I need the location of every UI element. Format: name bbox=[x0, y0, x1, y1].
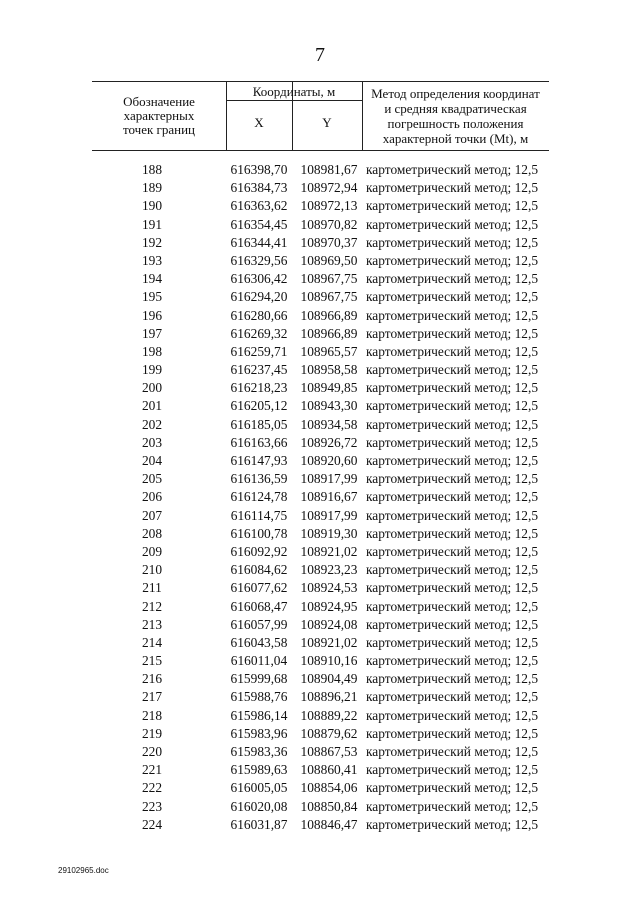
table-row bbox=[92, 397, 549, 415]
point-id: 209 bbox=[141, 543, 163, 559]
coord-y: 108966,89 bbox=[300, 325, 358, 341]
coord-x: 615989,63 bbox=[230, 762, 288, 778]
coord-x: 616011,04 bbox=[230, 653, 288, 669]
point-id: 205 bbox=[141, 471, 163, 487]
method-cell: картометрический метод; 12,5 bbox=[366, 598, 539, 614]
coord-y: 108867,53 bbox=[300, 744, 358, 759]
method-cell: картометрический метод; 12,5 bbox=[366, 562, 539, 578]
header-method: Метод определения координат и средняя квадратическая погрешность положения характерной точки (Mt), м bbox=[371, 86, 540, 146]
method-cell: картометрический метод; 12,5 bbox=[366, 453, 539, 468]
point-id: 217 bbox=[141, 689, 163, 705]
coord-x: 616294,20 bbox=[230, 289, 288, 305]
coord-y: 108889,22 bbox=[300, 707, 358, 723]
coord-x: 615983,36 bbox=[230, 744, 288, 759]
point-id: 188 bbox=[141, 162, 163, 177]
coord-y: 108846,47 bbox=[300, 816, 358, 832]
method-cell: картометрический метод; 12,5 bbox=[366, 289, 539, 305]
coord-x: 616136,59 bbox=[230, 471, 288, 487]
coord-y: 108972,13 bbox=[300, 198, 358, 214]
header-coordinates: Координаты, м bbox=[252, 84, 336, 99]
coord-y: 108910,16 bbox=[300, 653, 358, 669]
table-row bbox=[92, 688, 549, 706]
coord-y: 108926,72 bbox=[300, 434, 358, 450]
coord-x: 616084,62 bbox=[230, 562, 288, 578]
point-id: 207 bbox=[141, 507, 163, 523]
table-row bbox=[92, 634, 549, 652]
point-id: 197 bbox=[141, 325, 163, 341]
method-cell: картометрический метод; 12,5 bbox=[366, 180, 539, 196]
table-row bbox=[92, 343, 549, 361]
method-cell: картометрический метод; 12,5 bbox=[366, 489, 539, 505]
coord-x: 616329,56 bbox=[230, 252, 288, 268]
header-x: X bbox=[254, 115, 264, 130]
table-row bbox=[92, 507, 549, 525]
table-row bbox=[92, 452, 549, 470]
coord-x: 616092,92 bbox=[230, 543, 288, 559]
method-cell: картометрический метод; 12,5 bbox=[366, 416, 539, 432]
table-row bbox=[92, 252, 549, 270]
coord-x: 616306,42 bbox=[230, 271, 288, 287]
point-id: 199 bbox=[141, 362, 163, 378]
point-id: 195 bbox=[141, 289, 163, 305]
point-id: 208 bbox=[141, 525, 163, 541]
coord-x: 615983,96 bbox=[230, 725, 288, 741]
table-row bbox=[92, 270, 549, 288]
coord-x: 616043,58 bbox=[230, 634, 288, 650]
coord-y: 108965,57 bbox=[300, 343, 358, 359]
table-row bbox=[92, 179, 549, 197]
table-header bbox=[92, 81, 549, 151]
point-id: 210 bbox=[141, 562, 163, 578]
coord-x: 616344,41 bbox=[230, 234, 288, 250]
method-cell: картометрический метод; 12,5 bbox=[366, 525, 539, 541]
coord-x: 616218,23 bbox=[230, 380, 288, 396]
table-row bbox=[92, 161, 549, 179]
point-id: 220 bbox=[141, 744, 163, 759]
table-row bbox=[92, 470, 549, 488]
method-cell: картометрический метод; 12,5 bbox=[366, 471, 539, 487]
method-cell: картометрический метод; 12,5 bbox=[366, 362, 539, 378]
table-row bbox=[92, 543, 549, 561]
point-id: 194 bbox=[141, 271, 163, 287]
table-row bbox=[92, 598, 549, 616]
coord-x: 616163,66 bbox=[230, 434, 288, 450]
coord-y: 108860,41 bbox=[300, 762, 358, 778]
coord-y: 108924,53 bbox=[300, 580, 358, 596]
table-row bbox=[92, 379, 549, 397]
point-id: 192 bbox=[141, 234, 163, 250]
coord-y: 108969,50 bbox=[300, 252, 358, 268]
table-row bbox=[92, 743, 549, 761]
method-cell: картометрический метод; 12,5 bbox=[366, 780, 539, 796]
point-id: 206 bbox=[141, 489, 163, 505]
method-cell: картометрический метод; 12,5 bbox=[366, 744, 539, 759]
coord-y: 108850,84 bbox=[300, 798, 358, 814]
coord-y: 108972,94 bbox=[300, 180, 358, 196]
point-id: 222 bbox=[141, 780, 163, 796]
point-id: 196 bbox=[141, 307, 163, 323]
method-cell: картометрический метод; 12,5 bbox=[366, 762, 539, 778]
point-id: 212 bbox=[141, 598, 163, 614]
method-cell: картометрический метод; 12,5 bbox=[366, 343, 539, 359]
method-cell: картометрический метод; 12,5 bbox=[366, 580, 539, 596]
coord-y: 108924,08 bbox=[300, 616, 358, 632]
point-id: 223 bbox=[141, 798, 163, 814]
point-id: 221 bbox=[141, 762, 163, 778]
header-y: Y bbox=[322, 115, 332, 130]
coord-x: 616005,05 bbox=[230, 780, 288, 796]
coord-y: 108949,85 bbox=[300, 380, 358, 396]
coord-y: 108919,30 bbox=[300, 525, 358, 541]
table-body bbox=[92, 161, 549, 834]
header-point-designation: Обозначение характерных точек границ bbox=[122, 94, 196, 137]
table-row bbox=[92, 488, 549, 506]
table-row bbox=[92, 707, 549, 725]
method-cell: картометрический метод; 12,5 bbox=[366, 616, 539, 632]
coord-y: 108896,21 bbox=[300, 689, 358, 705]
point-id: 202 bbox=[141, 416, 163, 432]
coord-x: 616354,45 bbox=[230, 216, 288, 232]
method-cell: картометрический метод; 12,5 bbox=[366, 252, 539, 268]
coord-y: 108917,99 bbox=[300, 507, 358, 523]
coord-y: 108923,23 bbox=[300, 562, 358, 578]
point-id: 201 bbox=[141, 398, 163, 414]
method-cell: картометрический метод; 12,5 bbox=[366, 325, 539, 341]
point-id: 214 bbox=[141, 634, 163, 650]
method-cell: картометрический метод; 12,5 bbox=[366, 162, 539, 177]
table-row bbox=[92, 361, 549, 379]
point-id: 189 bbox=[141, 180, 163, 196]
point-id: 216 bbox=[141, 671, 163, 687]
coord-x: 616068,47 bbox=[230, 598, 288, 614]
table-row bbox=[92, 288, 549, 306]
coord-x: 616384,73 bbox=[230, 180, 288, 196]
coord-y: 108854,06 bbox=[300, 780, 358, 796]
point-id: 200 bbox=[141, 380, 163, 396]
method-cell: картометрический метод; 12,5 bbox=[366, 798, 539, 814]
table-row bbox=[92, 779, 549, 797]
coord-y: 108904,49 bbox=[300, 671, 358, 687]
table-row bbox=[92, 525, 549, 543]
coord-y: 108879,62 bbox=[300, 725, 358, 741]
coord-y: 108921,02 bbox=[300, 543, 358, 559]
table-row bbox=[92, 816, 549, 834]
coord-y: 108943,30 bbox=[300, 398, 358, 414]
method-cell: картометрический метод; 12,5 bbox=[366, 216, 539, 232]
method-cell: картометрический метод; 12,5 bbox=[366, 507, 539, 523]
table-row bbox=[92, 761, 549, 779]
point-id: 191 bbox=[141, 216, 163, 232]
coord-y: 108917,99 bbox=[300, 471, 358, 487]
point-id: 218 bbox=[141, 707, 163, 723]
coord-y: 108934,58 bbox=[300, 416, 358, 432]
table-row bbox=[92, 798, 549, 816]
method-cell: картометрический метод; 12,5 bbox=[366, 653, 539, 669]
table-row bbox=[92, 725, 549, 743]
table-row bbox=[92, 670, 549, 688]
coord-y: 108924,95 bbox=[300, 598, 358, 614]
coord-x: 616280,66 bbox=[230, 307, 288, 323]
table-row bbox=[92, 616, 549, 634]
point-id: 224 bbox=[141, 816, 163, 832]
point-id: 203 bbox=[141, 434, 163, 450]
point-id: 198 bbox=[141, 343, 163, 359]
table-row bbox=[92, 216, 549, 234]
point-id: 211 bbox=[142, 580, 162, 596]
coordinates-table bbox=[92, 81, 549, 834]
coord-x: 616077,62 bbox=[230, 580, 288, 596]
point-id: 190 bbox=[141, 198, 163, 214]
method-cell: картометрический метод; 12,5 bbox=[366, 671, 539, 687]
coord-y: 108981,67 bbox=[300, 162, 358, 177]
coord-x: 616114,75 bbox=[230, 507, 288, 523]
coord-x: 616124,78 bbox=[230, 489, 288, 505]
coord-y: 108920,60 bbox=[300, 453, 358, 468]
coord-y: 108921,02 bbox=[300, 634, 358, 650]
coord-y: 108966,89 bbox=[300, 307, 358, 323]
document-filename: 29102965.doc bbox=[58, 866, 109, 875]
point-id: 219 bbox=[141, 725, 163, 741]
table-row bbox=[92, 579, 549, 597]
coord-x: 615986,14 bbox=[230, 707, 288, 723]
table-row bbox=[92, 416, 549, 434]
method-cell: картометрический метод; 12,5 bbox=[366, 707, 539, 723]
coord-y: 108916,67 bbox=[300, 489, 358, 505]
coord-x: 616057,99 bbox=[230, 616, 288, 632]
coord-x: 616205,12 bbox=[230, 398, 288, 414]
method-cell: картометрический метод; 12,5 bbox=[366, 234, 539, 250]
point-id: 215 bbox=[141, 653, 163, 669]
header-divider bbox=[226, 100, 362, 101]
method-cell: картометрический метод; 12,5 bbox=[366, 271, 539, 287]
coord-y: 108967,75 bbox=[300, 271, 358, 287]
point-id: 193 bbox=[141, 252, 163, 268]
method-cell: картометрический метод; 12,5 bbox=[366, 816, 539, 832]
coord-x: 616269,32 bbox=[230, 325, 288, 341]
coord-y: 108970,37 bbox=[300, 234, 358, 250]
coord-x: 615988,76 bbox=[230, 689, 288, 705]
coord-x: 616185,05 bbox=[230, 416, 288, 432]
method-cell: картометрический метод; 12,5 bbox=[366, 398, 539, 414]
method-cell: картометрический метод; 12,5 bbox=[366, 198, 539, 214]
table-row bbox=[92, 325, 549, 343]
coord-x: 616020,08 bbox=[230, 798, 288, 814]
table-row bbox=[92, 561, 549, 579]
method-cell: картометрический метод; 12,5 bbox=[366, 543, 539, 559]
coord-x: 616259,71 bbox=[230, 343, 288, 359]
table-row bbox=[92, 234, 549, 252]
coord-y: 108970,82 bbox=[300, 216, 358, 232]
coord-x: 616363,62 bbox=[230, 198, 288, 214]
method-cell: картометрический метод; 12,5 bbox=[366, 434, 539, 450]
coord-y: 108967,75 bbox=[300, 289, 358, 305]
page-number: 7 bbox=[315, 44, 325, 66]
point-id: 213 bbox=[141, 616, 163, 632]
method-cell: картометрический метод; 12,5 bbox=[366, 380, 539, 396]
coord-x: 616147,93 bbox=[230, 453, 288, 468]
table-row bbox=[92, 434, 549, 452]
point-id: 204 bbox=[141, 453, 163, 468]
coord-x: 616237,45 bbox=[230, 362, 288, 378]
coord-y: 108958,58 bbox=[300, 362, 358, 378]
coord-x: 616031,87 bbox=[230, 816, 288, 832]
coord-x: 615999,68 bbox=[230, 671, 288, 687]
method-cell: картометрический метод; 12,5 bbox=[366, 725, 539, 741]
method-cell: картометрический метод; 12,5 bbox=[366, 634, 539, 650]
table-row bbox=[92, 307, 549, 325]
coord-x: 616100,78 bbox=[230, 525, 288, 541]
coord-x: 616398,70 bbox=[230, 162, 288, 177]
method-cell: картометрический метод; 12,5 bbox=[366, 307, 539, 323]
table-row bbox=[92, 652, 549, 670]
table-row bbox=[92, 197, 549, 215]
method-cell: картометрический метод; 12,5 bbox=[366, 689, 539, 705]
